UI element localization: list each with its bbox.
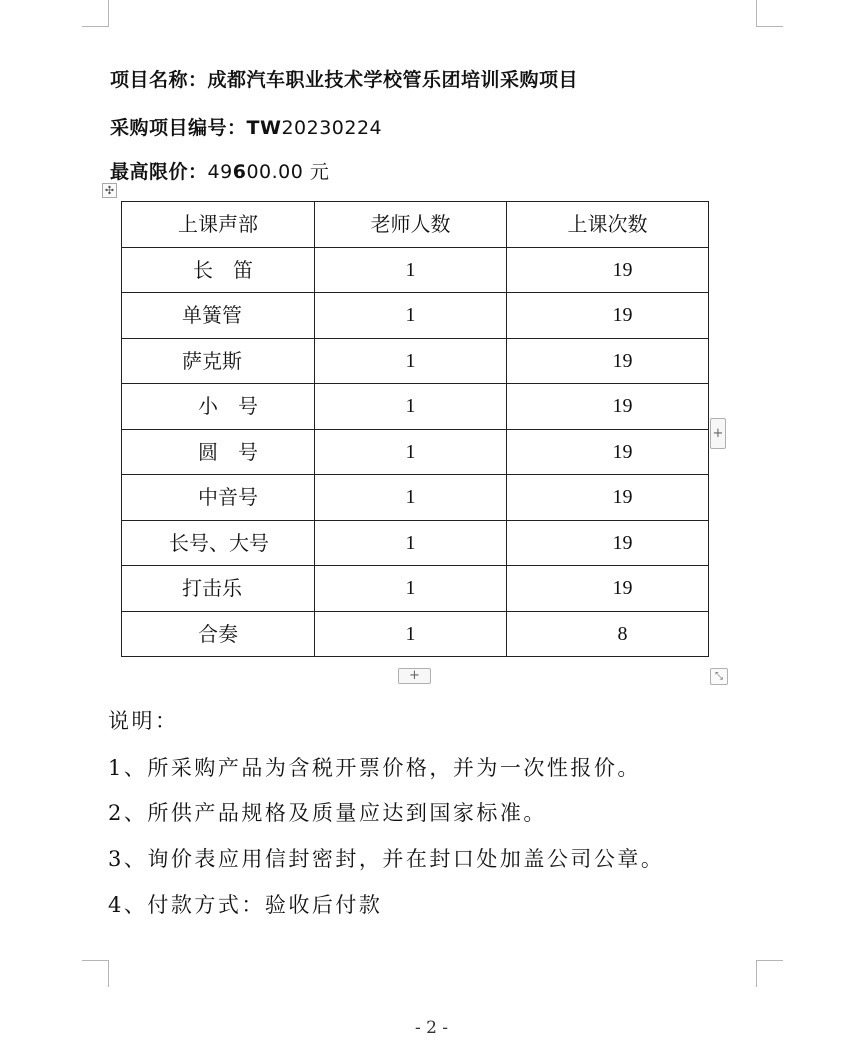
table-row bbox=[122, 429, 709, 475]
add-row-button[interactable]: + bbox=[398, 668, 431, 684]
note-item: 2、所供产品规格及质量应达到国家标准。 bbox=[108, 801, 547, 825]
note-item: 3、询价表应用信封密封，并在封口处加盖公司公章。 bbox=[108, 847, 665, 871]
margin-corner-top-right bbox=[756, 0, 783, 27]
table-header-row bbox=[122, 202, 709, 248]
max-price-part-b: 6 bbox=[232, 161, 247, 183]
max-price-line bbox=[110, 160, 329, 184]
add-column-button[interactable]: + bbox=[710, 418, 726, 449]
header-sessions: 上课次数 bbox=[507, 202, 709, 248]
cell-teachers: 1 bbox=[315, 338, 507, 384]
notes-title: 说明： bbox=[108, 709, 179, 733]
cell-part: 中音号 bbox=[122, 475, 315, 521]
header-teachers: 老师人数 bbox=[315, 202, 507, 248]
project-number-label: 采购项目编号： bbox=[110, 117, 247, 139]
cell-sessions: 19 bbox=[507, 475, 709, 521]
cell-teachers: 1 bbox=[315, 566, 507, 612]
table-row bbox=[122, 338, 709, 384]
cell-sessions: 19 bbox=[507, 293, 709, 339]
margin-corner-bottom-right bbox=[756, 960, 783, 987]
margin-corner-top-left bbox=[82, 0, 109, 27]
margin-corner-bottom-left bbox=[82, 960, 109, 987]
project-name-value: 成都汽车职业技术学校管乐团培训采购项目 bbox=[207, 69, 579, 91]
cell-sessions: 19 bbox=[507, 384, 709, 430]
note-item: 1、所采购产品为含税开票价格，并为一次性报价。 bbox=[108, 756, 641, 780]
page-number: - 2 - bbox=[414, 1018, 449, 1038]
cell-teachers: 1 bbox=[315, 429, 507, 475]
header-part: 上课声部 bbox=[122, 202, 315, 248]
cell-sessions: 19 bbox=[507, 566, 709, 612]
cell-part: 圆 号 bbox=[122, 429, 315, 475]
cell-part: 小 号 bbox=[122, 384, 315, 430]
project-name-line bbox=[110, 68, 578, 92]
cell-teachers: 1 bbox=[315, 247, 507, 293]
project-number-prefix: TW bbox=[246, 117, 282, 139]
table-row bbox=[122, 475, 709, 521]
table-move-icon[interactable]: ✣ bbox=[102, 183, 117, 198]
max-price-unit: 元 bbox=[309, 161, 330, 183]
cell-sessions: 19 bbox=[507, 429, 709, 475]
cell-sessions: 19 bbox=[507, 247, 709, 293]
table-row bbox=[122, 520, 709, 566]
max-price-label: 最高限价： bbox=[110, 161, 208, 183]
table-row bbox=[122, 566, 709, 612]
cell-part: 长 笛 bbox=[122, 247, 315, 293]
cell-part: 单簧管 bbox=[122, 293, 315, 339]
cell-teachers: 1 bbox=[315, 520, 507, 566]
schedule-table bbox=[121, 201, 709, 657]
project-number-line bbox=[110, 116, 382, 140]
cell-part: 打击乐 bbox=[122, 566, 315, 612]
cell-teachers: 1 bbox=[315, 293, 507, 339]
cell-sessions: 19 bbox=[507, 520, 709, 566]
cell-part: 萨克斯 bbox=[122, 338, 315, 384]
cell-teachers: 1 bbox=[315, 384, 507, 430]
cell-teachers: 1 bbox=[315, 475, 507, 521]
note-item: 4、付款方式：验收后付款 bbox=[108, 893, 383, 917]
max-price-part-a: 49 bbox=[207, 161, 233, 183]
project-name-label: 项目名称： bbox=[110, 69, 208, 91]
cell-part: 长号、大号 bbox=[122, 520, 315, 566]
table-row bbox=[122, 247, 709, 293]
project-number-digits: 20230224 bbox=[281, 117, 383, 139]
table-row bbox=[122, 384, 709, 430]
cell-part: 合奏 bbox=[122, 611, 315, 657]
cell-sessions: 8 bbox=[507, 611, 709, 657]
cell-teachers: 1 bbox=[315, 611, 507, 657]
table-row bbox=[122, 293, 709, 339]
max-price-part-c: 00.00 bbox=[246, 161, 304, 183]
table-row bbox=[122, 611, 709, 657]
table-resize-icon[interactable]: ⤡ bbox=[710, 668, 728, 685]
cell-sessions: 19 bbox=[507, 338, 709, 384]
